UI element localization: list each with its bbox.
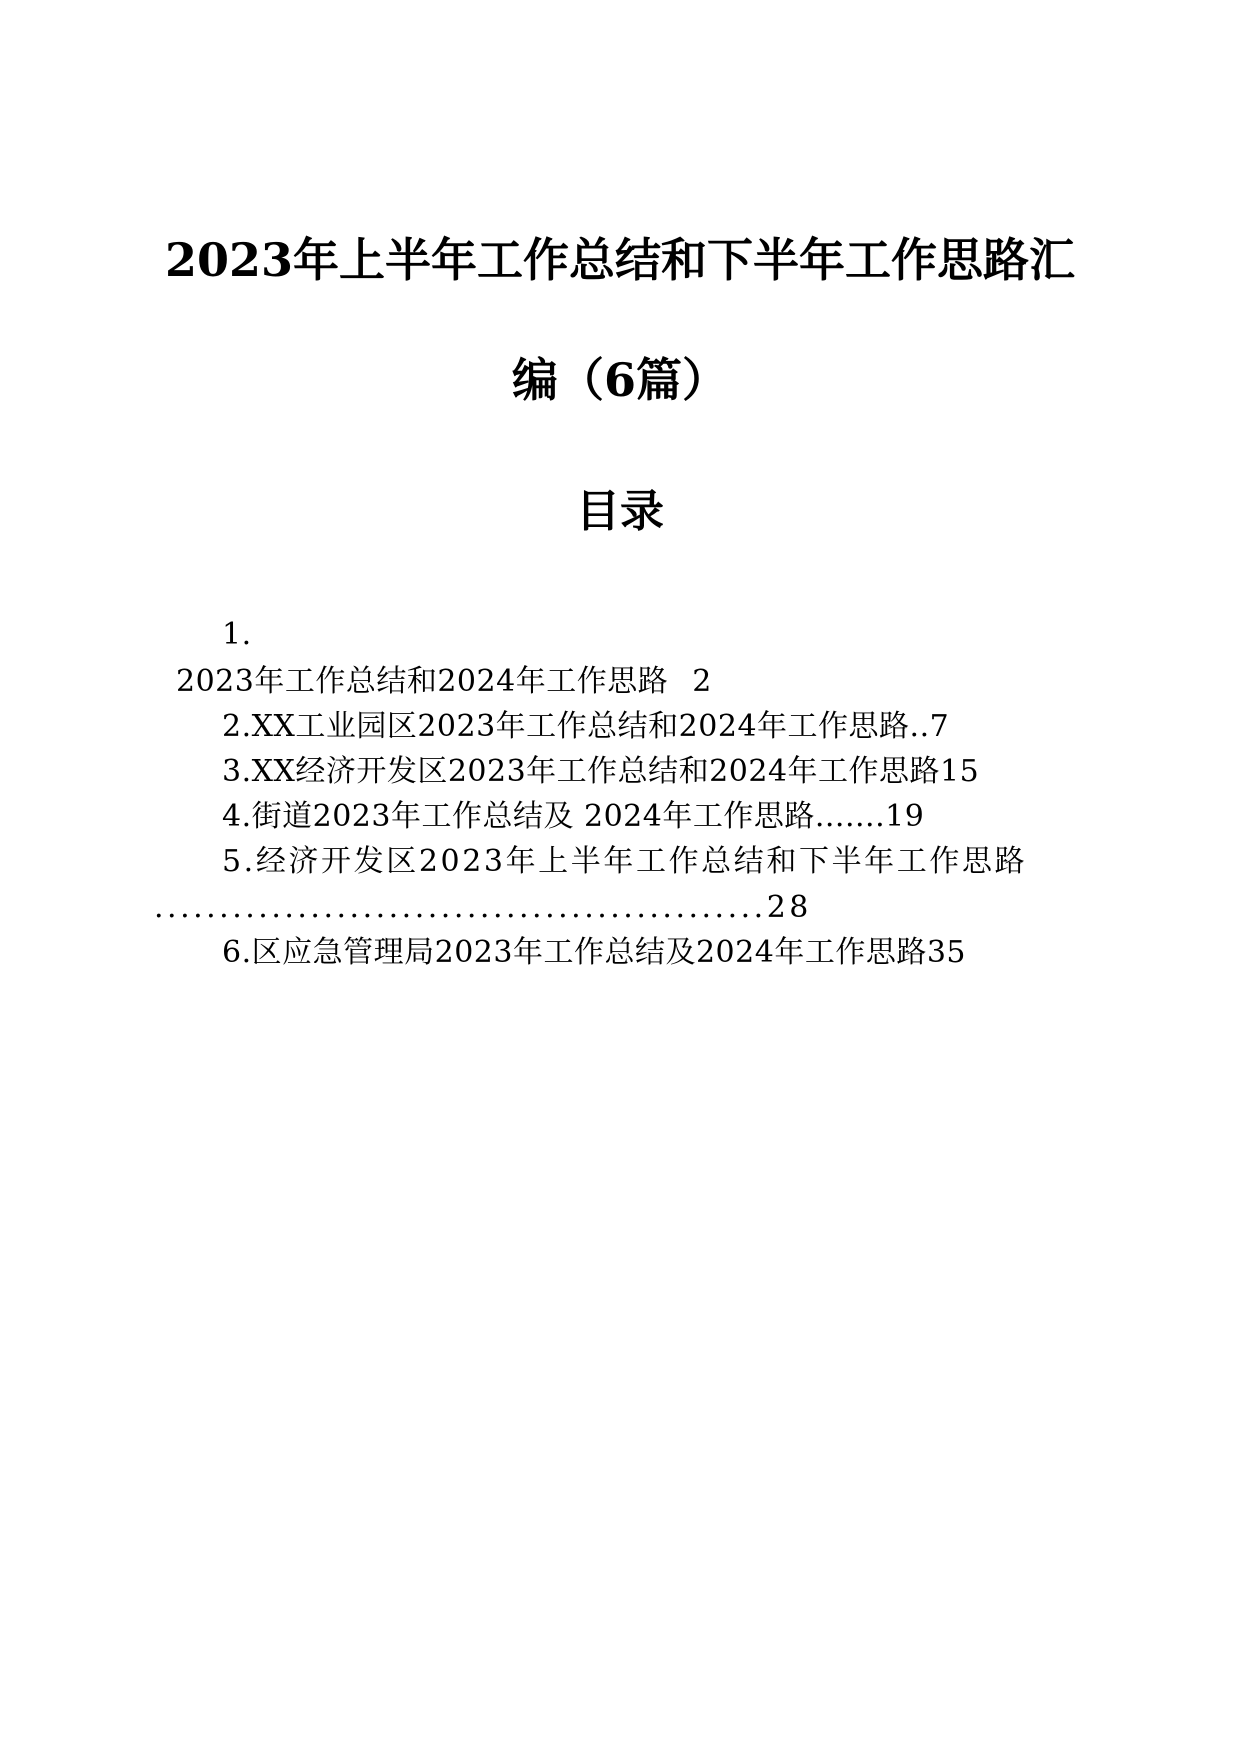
toc-entry-1-number[interactable] — [222, 617, 252, 652]
toc-entry-text: 2023年工作总结和2024年工作思路 — [176, 664, 669, 699]
toc-entry-1[interactable] — [176, 664, 712, 699]
toc-entry-text: XX工业园区2023年工作总结和2024年工作思路 — [251, 709, 910, 744]
toc-entry-number: 1. — [222, 617, 252, 652]
toc-entry-text: 区应急管理局2023年工作总结及2024年工作思路 — [251, 935, 927, 970]
document-title-line-2: 编（6篇） — [511, 353, 728, 407]
toc-entry-leader: .. — [909, 709, 930, 744]
toc-entry-leader: ............................................... — [154, 890, 767, 925]
toc-entry-text: 经济开发区2023年上半年工作总结和下半年工作思路 — [255, 844, 1028, 879]
toc-entry-number: 5. — [222, 844, 256, 879]
toc-entry-page: 35 — [926, 935, 967, 970]
toc-entry-3[interactable] — [222, 754, 980, 789]
toc-entry-number: 6. — [222, 935, 252, 970]
toc-entry-number: 2. — [222, 709, 252, 744]
toc-entry-page: 19 — [885, 799, 925, 834]
toc-entry-6[interactable] — [222, 935, 967, 970]
toc-heading: 目录 — [576, 486, 664, 537]
toc-entry-leader: ....... — [814, 799, 886, 834]
toc-entry-number: 3. — [222, 754, 252, 789]
toc-entry-5-continuation[interactable] — [154, 890, 812, 925]
toc-entry-4[interactable] — [222, 799, 925, 834]
toc-entry-number: 4. — [222, 799, 252, 834]
toc-entry-5[interactable] — [222, 844, 1028, 879]
toc-entry-page: 28 — [766, 890, 812, 925]
toc-entry-text: 街道2023年工作总结及 2024年工作思路 — [251, 799, 815, 834]
toc-entry-page: 2 — [692, 664, 712, 699]
toc-entry-page: 7 — [929, 709, 950, 744]
toc-entry-text: XX经济开发区2023年工作总结和2024年工作思路 — [251, 754, 941, 789]
toc-entry-page: 15 — [940, 754, 980, 789]
toc-entry-2[interactable] — [222, 709, 950, 744]
document-title-line-1: 2023年上半年工作总结和下半年工作思路汇 — [164, 233, 1076, 287]
